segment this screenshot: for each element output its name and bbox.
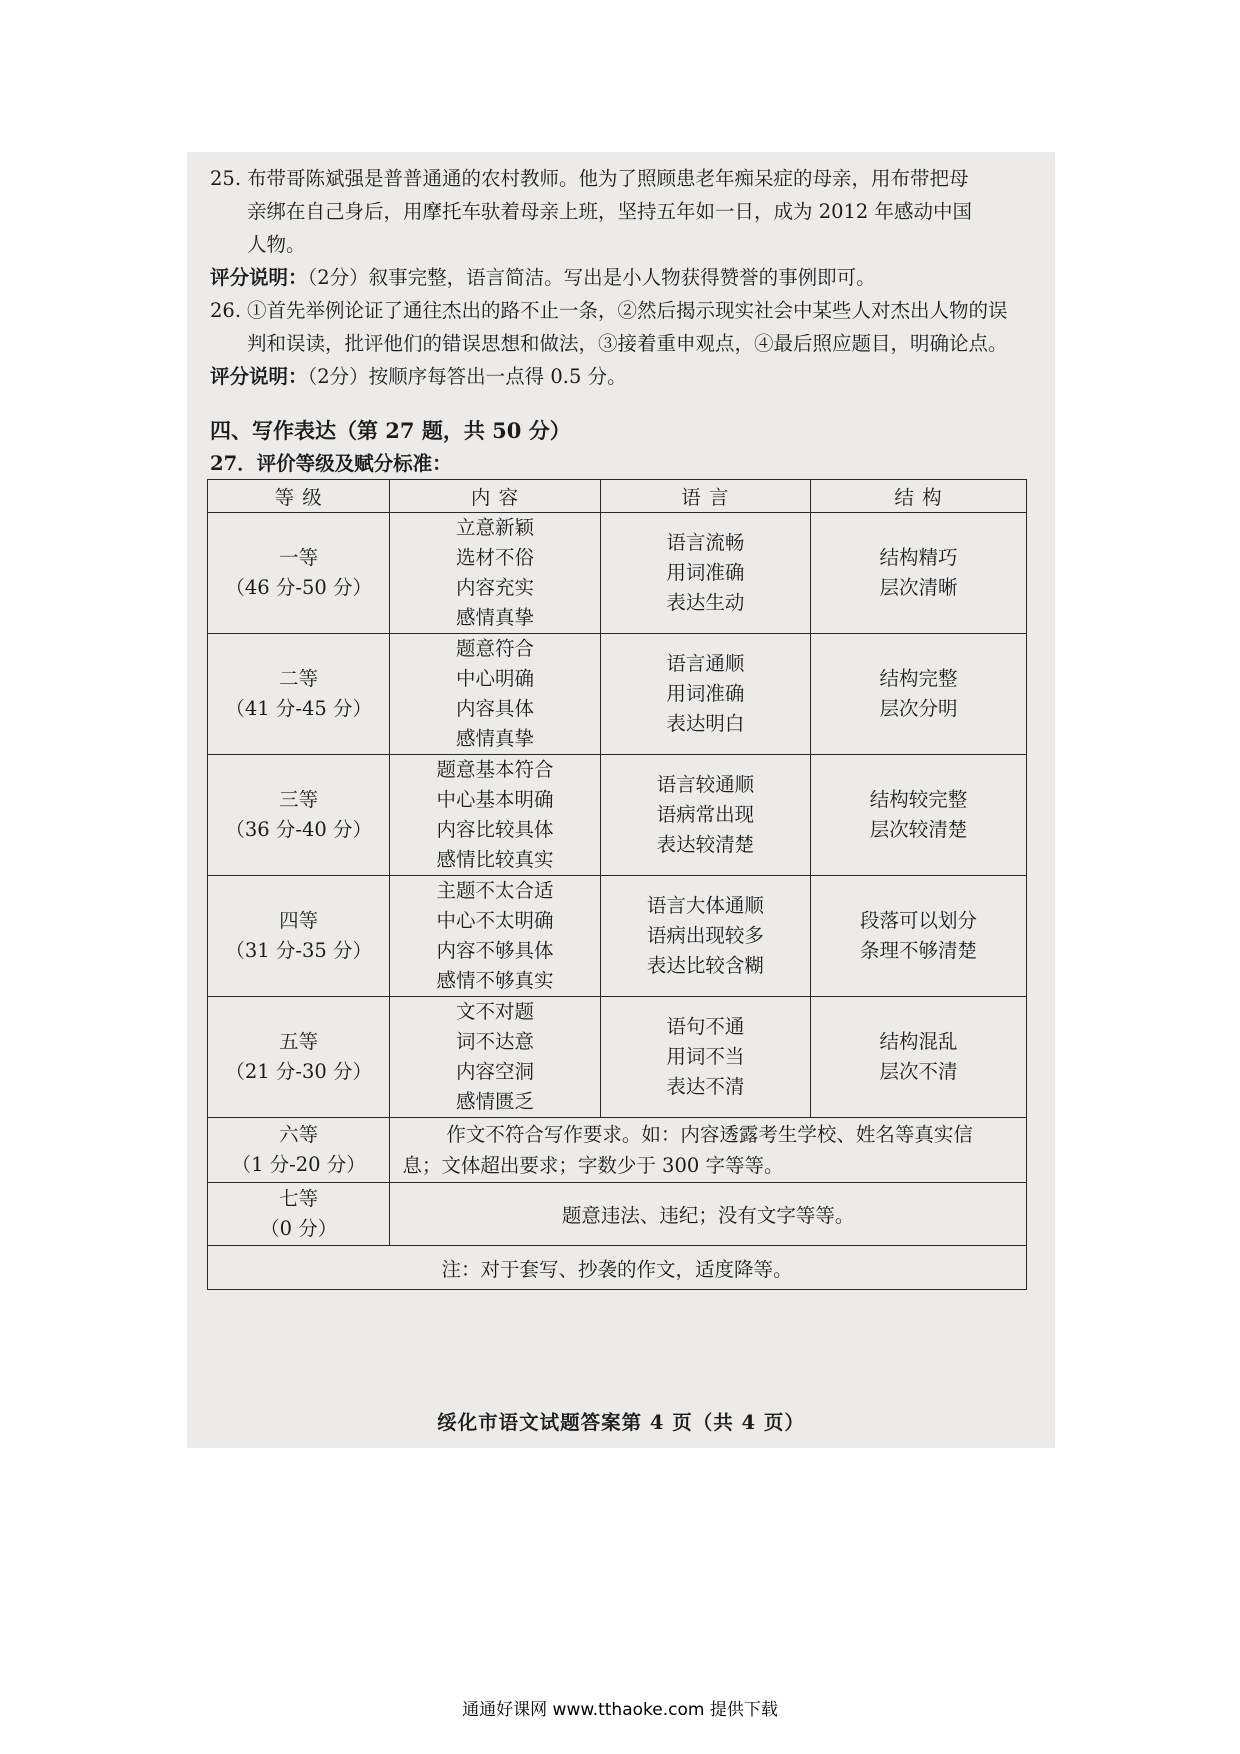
q25-line-1: 布带哥陈斌强是普普通通的农村教师。他为了照顾患老年痴呆症的母亲，用布带把母	[247, 167, 969, 190]
content-item: 感情真挚	[456, 606, 535, 629]
level-name: 七等	[279, 1187, 319, 1210]
content-item: 感情不够真实	[436, 969, 554, 992]
scan-page-footer: 绥化市语文试题答案第 4 页（共 4 页）	[437, 1411, 805, 1434]
level-cell	[208, 997, 390, 1118]
structure-cell	[811, 634, 1027, 755]
language-cell	[600, 634, 810, 755]
structure-cell	[811, 755, 1027, 876]
row-seven-description: 题意违法、违纪；没有文字等等。	[390, 1183, 1027, 1246]
content-item: 主题不太合适	[436, 879, 554, 902]
section-title: 四、写作表达（第 27 题，共 50 分）	[210, 418, 571, 443]
level-cell	[208, 755, 390, 876]
level-cell	[208, 1118, 390, 1183]
table-row	[208, 755, 1027, 876]
level-name: 五等	[279, 1030, 319, 1053]
table-row-six	[208, 1118, 1027, 1183]
structure-item: 层次清晰	[879, 576, 958, 599]
table-row	[208, 634, 1027, 755]
table-row	[208, 876, 1027, 997]
language-item: 语病出现较多	[646, 924, 764, 947]
q26-scoring-note	[210, 360, 1029, 393]
level-range: （1 分-20 分）	[231, 1153, 366, 1176]
language-cell	[600, 513, 810, 634]
content-item: 内容具体	[456, 697, 535, 720]
content-item: 中心基本明确	[436, 788, 554, 811]
content-item: 中心明确	[456, 667, 535, 690]
content-item: 题意基本符合	[436, 758, 554, 781]
header-structure: 结 构	[811, 480, 1027, 513]
level-cell	[208, 513, 390, 634]
language-item: 语言通顺	[666, 652, 745, 675]
content-item: 内容不够具体	[436, 939, 554, 962]
row-six-line-2: 息；文体超出要求；字数少于 300 字等等。	[402, 1154, 784, 1177]
level-cell	[208, 876, 390, 997]
structure-cell	[811, 876, 1027, 997]
q25-number: 25.	[210, 167, 242, 190]
language-cell	[600, 997, 810, 1118]
q25-paragraph	[210, 162, 1029, 195]
structure-item: 层次不清	[879, 1060, 958, 1083]
content-item: 中心不太明确	[436, 909, 554, 932]
table-row	[208, 513, 1027, 634]
structure-item: 结构精巧	[879, 546, 958, 569]
language-item: 语言大体通顺	[646, 894, 764, 917]
structure-item: 段落可以划分	[860, 909, 978, 932]
structure-item: 层次较清楚	[869, 818, 968, 841]
language-item: 语病常出现	[656, 803, 755, 826]
header-content: 内 容	[390, 480, 600, 513]
level-name: 四等	[279, 909, 319, 932]
content-item: 选材不俗	[456, 546, 535, 569]
table-note-row	[208, 1246, 1027, 1290]
q25-scoring-note	[210, 261, 1029, 294]
q27-title: 27．评价等级及赋分标准：	[210, 452, 452, 475]
row-six-line-1: 作文不符合写作要求。如：内容透露考生学校、姓名等真实信	[446, 1123, 973, 1146]
structure-cell	[811, 997, 1027, 1118]
level-range: （0 分）	[260, 1217, 338, 1240]
table-row	[208, 997, 1027, 1118]
content-cell	[390, 513, 600, 634]
table-row-seven	[208, 1183, 1027, 1246]
language-item: 表达生动	[666, 591, 745, 614]
language-item: 语言较通顺	[656, 773, 755, 796]
content-item: 立意新颖	[456, 516, 535, 539]
language-item: 语句不通	[666, 1015, 745, 1038]
q25-note-label: 评分说明：	[210, 266, 308, 289]
table-note: 注：对于套写、抄袭的作文，适度降等。	[208, 1246, 1027, 1290]
content-item: 内容比较具体	[436, 818, 554, 841]
q26-note-text: （2分）按顺序每答出一点得 0.5 分。	[307, 365, 627, 388]
level-cell	[208, 634, 390, 755]
language-item: 用词准确	[666, 561, 745, 584]
structure-item: 结构较完整	[869, 788, 968, 811]
content-item: 题意符合	[456, 637, 535, 660]
q25-line-3: 人物。	[247, 233, 306, 256]
content-item: 词不达意	[456, 1030, 535, 1053]
table-header-row	[208, 480, 1027, 513]
content-item: 内容充实	[456, 576, 535, 599]
q25-line-2: 亲绑在自己身后，用摩托车驮着母亲上班，坚持五年如一日，成为 2012 年感动中国	[247, 200, 973, 223]
q26-paragraph	[210, 294, 1029, 327]
q26-note-label: 评分说明：	[210, 365, 308, 388]
level-name: 六等	[279, 1123, 319, 1146]
content-cell	[390, 634, 600, 755]
level-name: 二等	[279, 667, 319, 690]
level-range: （36 分-40 分）	[225, 818, 372, 841]
q26-line-2: 判和误读，批评他们的错误思想和做法，③接着重申观点，④最后照应题目，明确论点。	[247, 332, 1008, 355]
structure-item: 结构完整	[879, 667, 958, 690]
language-item: 用词不当	[666, 1045, 745, 1068]
structure-item: 条理不够清楚	[860, 939, 978, 962]
language-cell	[600, 876, 810, 997]
row-six-description	[390, 1118, 1027, 1183]
language-item: 表达较清楚	[656, 833, 755, 856]
structure-item: 结构混乱	[879, 1030, 958, 1053]
level-name: 一等	[279, 546, 319, 569]
language-cell	[600, 755, 810, 876]
language-item: 语言流畅	[666, 531, 745, 554]
header-level: 等 级	[208, 480, 390, 513]
content-item: 感情真挚	[456, 727, 535, 750]
level-name: 三等	[279, 788, 319, 811]
content-cell	[390, 876, 600, 997]
language-item: 用词准确	[666, 682, 745, 705]
q26-number: 26.	[210, 299, 242, 322]
level-range: （31 分-35 分）	[225, 939, 372, 962]
header-language: 语 言	[600, 480, 810, 513]
structure-item: 层次分明	[879, 697, 958, 720]
content-cell	[390, 755, 600, 876]
content-item: 感情匮乏	[456, 1090, 535, 1113]
content-item: 文不对题	[456, 1000, 535, 1023]
q26-line-1: ①首先举例论证了通往杰出的路不止一条，②然后揭示现实社会中某些人对杰出人物的误	[247, 299, 1008, 322]
scanned-page	[187, 152, 1055, 1448]
language-item: 表达不清	[666, 1075, 745, 1098]
content-item: 感情比较真实	[436, 848, 554, 871]
language-item: 表达明白	[666, 712, 745, 735]
level-cell	[208, 1183, 390, 1246]
language-item: 表达比较含糊	[646, 954, 764, 977]
q25-note-text: （2分）叙事完整，语言简洁。写出是小人物获得赞誉的事例即可。	[307, 266, 876, 289]
content-item: 内容空洞	[456, 1060, 535, 1083]
content-cell	[390, 997, 600, 1118]
level-range: （46 分-50 分）	[225, 576, 372, 599]
structure-cell	[811, 513, 1027, 634]
download-credit: 通通好课网 www.tthaoke.com 提供下载	[462, 1700, 778, 1720]
level-range: （21 分-30 分）	[225, 1060, 372, 1083]
level-range: （41 分-45 分）	[225, 697, 372, 720]
grading-table	[207, 479, 1027, 1290]
